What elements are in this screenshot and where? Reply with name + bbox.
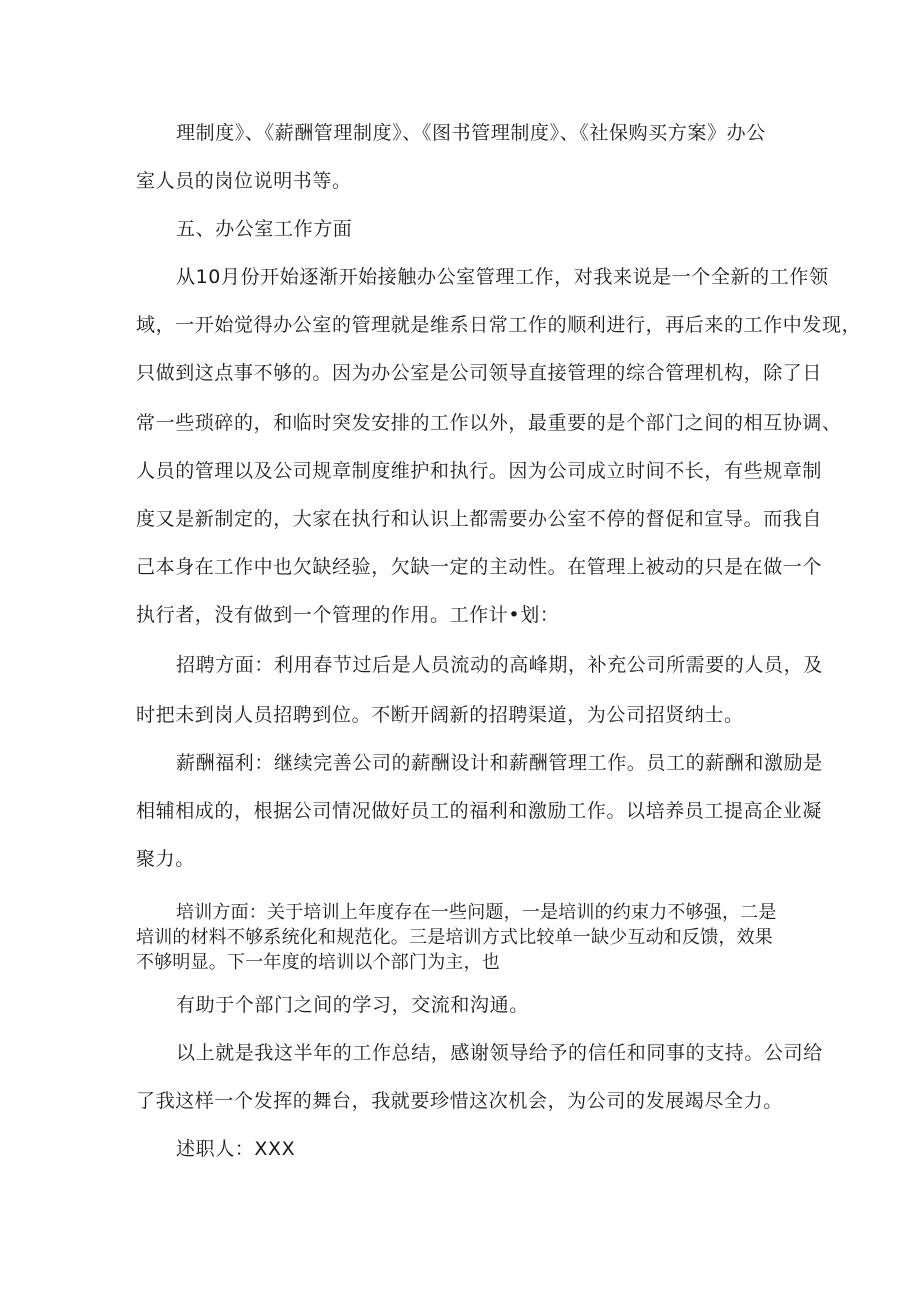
- text-line: 执行者，没有做到一个管理的作用。工作计•划：: [136, 604, 560, 626]
- text-line: 薪酬福利：继续完善公司的薪酬设计和薪酬管理工作。员工的薪酬和激励是: [176, 752, 823, 774]
- text-line: 以上就是我这半年的工作总结，感谢领导给予的信任和同事的支持。公司给: [176, 1042, 823, 1064]
- text-line: 己本身在工作中也欠缺经验，欠缺一定的主动性。在管理上被动的只是在做一个: [136, 556, 823, 578]
- text-line: 人员的管理以及公司规章制度维护和执行。因为公司成立时间不长，有些规章制: [136, 460, 823, 482]
- text-line: 聚力。: [136, 848, 195, 870]
- text-line: 培训的材料不够系统化和规范化。三是培训方式比较单一缺少互动和反馈，效果: [136, 927, 773, 948]
- text-line: 从10月份开始逐渐开始接触办公室管理工作，对我来说是一个全新的工作领: [176, 266, 829, 288]
- text-line: 只做到这点事不够的。因为办公室是公司领导直接管理的综合管理机构，除了日: [136, 362, 823, 384]
- text-line: 室人员的岗位说明书等。: [136, 170, 352, 192]
- text-line: 理制度》、《薪酬管理制度》、《图书管理制度》、《社保购买方案》办公: [176, 122, 766, 144]
- text-line: 有助于个部门之间的学习，交流和沟通。: [176, 994, 529, 1016]
- text-line: 常一些琐碎的，和临时突发安排的工作以外，最重要的是个部门之间的相互协调、: [136, 412, 842, 434]
- signature-line: 述职人：XXX: [176, 1138, 296, 1160]
- text-line: 时把未到岗人员招聘到位。不断开阔新的招聘渠道，为公司招贤纳士。: [136, 704, 744, 726]
- text-line: 域，一开始觉得办公室的管理就是维系日常工作的顺利进行，再后来的工作中发现，: [136, 314, 862, 336]
- text-line: 培训方面：关于培训上年度存在一些问题，一是培训的约束力不够强，二是: [176, 902, 777, 923]
- training-paragraph-body: [136, 925, 920, 975]
- section-heading: 五、办公室工作方面: [176, 218, 353, 240]
- text-line: 度又是新制定的，大家在执行和认识上都需要办公室不停的督促和宣导。而我自: [136, 508, 823, 530]
- text-line: 不够明显。下一年度的培训以个部门为主，也: [136, 952, 500, 973]
- text-line: 招聘方面：利用春节过后是人员流动的高峰期，补充公司所需要的人员，及: [176, 654, 823, 676]
- text-line: 相辅相成的，根据公司情况做好员工的福利和激励工作。以培养员工提高企业凝: [136, 800, 823, 822]
- text-line: 了我这样一个发挥的舞台，我就要珍惜这次机会，为公司的发展竭尽全力。: [136, 1090, 783, 1112]
- training-paragraph: [176, 900, 920, 925]
